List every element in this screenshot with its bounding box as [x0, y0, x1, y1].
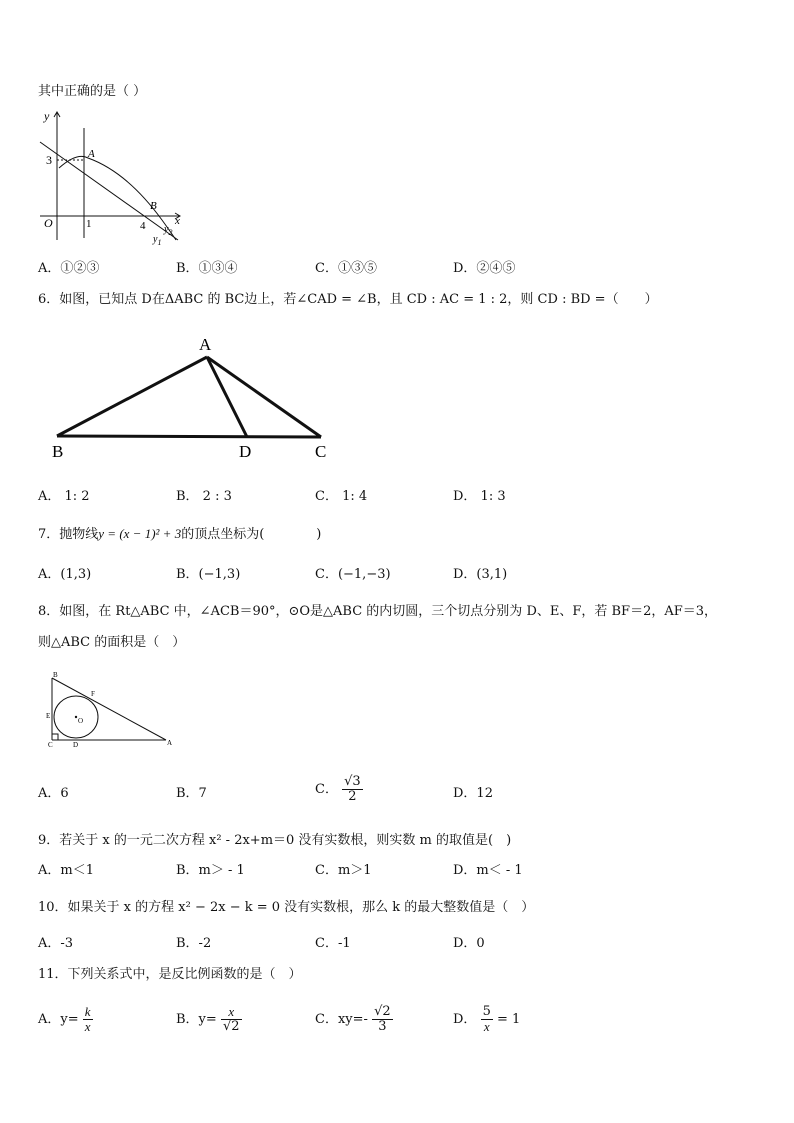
fig8-label-c: C	[48, 741, 53, 749]
q6-option-c[interactable]: C． 1: 4	[315, 489, 368, 504]
q9-option-a[interactable]: A．m＜1	[38, 863, 94, 878]
q6-option-a[interactable]: A． 1: 2	[38, 489, 90, 504]
fig8-side-ab	[52, 678, 166, 740]
q8-option-a[interactable]: A．6	[38, 786, 69, 801]
q10-option-d[interactable]: D．0	[453, 936, 485, 951]
q5-option-c[interactable]: C．①③⑤	[315, 261, 377, 276]
q10-option-a[interactable]: A．-3	[38, 936, 74, 951]
q10-option-b[interactable]: B．-2	[176, 936, 212, 951]
q7-formula: y = (x − 1)² + 3	[98, 526, 182, 541]
q6-option-b[interactable]: B． 2 : 3	[176, 489, 232, 504]
graph-tick-3: 3	[46, 153, 52, 167]
q8-option-c-fraction	[342, 775, 363, 804]
q8-option-d[interactable]: D．12	[453, 786, 493, 801]
fig8-label-b: B	[53, 671, 58, 679]
q11-c-fraction	[372, 1005, 393, 1034]
q11-c-label: C．xy=-	[315, 1011, 368, 1027]
q7-option-b[interactable]: B．(−1,3)	[176, 567, 241, 582]
q8-option-c-den: 2	[348, 789, 357, 804]
q7-option-a[interactable]: A．(1,3)	[38, 567, 92, 582]
q8-option-b[interactable]: B．7	[176, 786, 207, 801]
graph-y-label: y	[44, 109, 50, 123]
q11-a-fraction	[83, 1005, 93, 1034]
graph-parabola-y2	[59, 156, 176, 240]
q9-option-d[interactable]: D．m＜ - 1	[453, 863, 523, 878]
q11-c-num: √2	[374, 1004, 391, 1019]
q8-option-c-num: √3	[344, 774, 361, 789]
q11-d-label: D．	[453, 1011, 477, 1027]
q11-option-a[interactable]	[38, 1005, 93, 1034]
q11-a-num: k	[84, 1004, 91, 1019]
q7-option-d[interactable]: D．(3,1)	[453, 567, 508, 582]
q8-option-c[interactable]	[315, 775, 363, 804]
fig8-label-f: F	[91, 690, 95, 698]
q11-d-tail: = 1	[497, 1011, 521, 1027]
q11-option-c[interactable]	[315, 1005, 393, 1034]
q10-stem: 10．如果关于 x 的方程 x² − 2x − k = 0 没有实数根，那么 k 的最大整数值是（ ）	[38, 900, 535, 915]
q5-option-a[interactable]: A．①②③	[38, 261, 100, 276]
q7-stem	[38, 526, 321, 543]
fig8-label-o: O	[78, 717, 84, 725]
q11-b-label: B．y=	[176, 1011, 217, 1027]
tri-side-ab	[57, 357, 207, 436]
q11-c-den: 3	[378, 1019, 387, 1034]
q11-a-label: A．y=	[38, 1011, 79, 1027]
q5-option-b[interactable]: B．①③④	[176, 261, 238, 276]
q6-stem: 6．如图，已知点 D在ΔABC 的 BC边上，若∠CAD = ∠B，且 CD : AC = 1 : 2，则 CD : BD =（ ）	[38, 292, 658, 307]
tri-label-c: C	[315, 442, 327, 461]
q6-triangle-figure	[45, 332, 345, 464]
q11-b-fraction	[221, 1005, 242, 1034]
q8-incircle-figure	[40, 668, 185, 750]
fig8-label-e: E	[46, 712, 51, 720]
q11-option-d[interactable]	[453, 1005, 520, 1034]
graph-point-a: A	[88, 148, 95, 160]
graph-line-y1	[40, 142, 178, 240]
fig8-label-d: D	[73, 741, 79, 749]
q9-stem: 9．若关于 x 的一元二次方程 x² - 2x+m＝0 没有实数根，则实数 m 的取值是( )	[38, 833, 512, 848]
graph-tick-1: 1	[86, 218, 92, 230]
tri-side-ac	[207, 357, 321, 437]
graph-origin-label: O	[44, 216, 53, 230]
q5-option-d[interactable]: D．②④⑤	[453, 261, 516, 276]
q8-option-c-label: C．	[315, 781, 338, 797]
graph-y1-label: $y_1$	[153, 234, 162, 247]
q9-option-c[interactable]: C．m＞1	[315, 863, 372, 878]
fig8-label-a: A	[167, 739, 173, 747]
q11-stem: 11．下列关系式中，是反比例函数的是（ ）	[38, 967, 302, 982]
tri-segment-ad	[207, 357, 247, 437]
q10-option-c[interactable]: C．-1	[315, 936, 351, 951]
q11-d-den: x	[483, 1019, 490, 1034]
tri-label-b: B	[52, 442, 64, 461]
q11-d-num: 5	[482, 1004, 491, 1019]
tri-label-d: D	[239, 442, 252, 461]
q7-option-c[interactable]: C．(−1,−3)	[315, 567, 391, 582]
q5-stem: 其中正确的是（ ）	[38, 84, 147, 99]
q5-function-graph	[32, 108, 192, 250]
q8-stem-line1: 8．如图，在 Rt△ABC 中，∠ACB＝90°，⊙O是△ABC 的内切圆，三个切点分别为 D、E、F，若 BF＝2，AF＝3，	[38, 604, 718, 619]
q11-b-num: x	[221, 1005, 242, 1020]
q11-a-den: x	[84, 1019, 91, 1034]
graph-point-b: B	[150, 200, 157, 212]
q7-stem-prefix: 7．抛物线	[38, 527, 99, 542]
q7-stem-suffix: 的顶点坐标为( )	[181, 527, 322, 542]
q6-option-d[interactable]: D． 1: 3	[453, 489, 506, 504]
graph-y2-label: $y_2$	[164, 224, 173, 237]
q11-option-b[interactable]	[176, 1005, 242, 1034]
graph-x-label: x	[175, 215, 180, 227]
q8-stem-line2: 则△ABC 的面积是（ ）	[38, 635, 186, 650]
tri-label-a: A	[199, 335, 212, 354]
q11-d-fraction	[481, 1005, 493, 1034]
tri-side-bc	[57, 436, 321, 437]
q11-b-den: √2	[222, 1019, 240, 1034]
fig8-center-dot	[75, 716, 77, 718]
fig8-right-angle-mark	[52, 734, 58, 740]
graph-tick-4: 4	[140, 220, 146, 232]
q9-option-b[interactable]: B．m＞ - 1	[176, 863, 245, 878]
